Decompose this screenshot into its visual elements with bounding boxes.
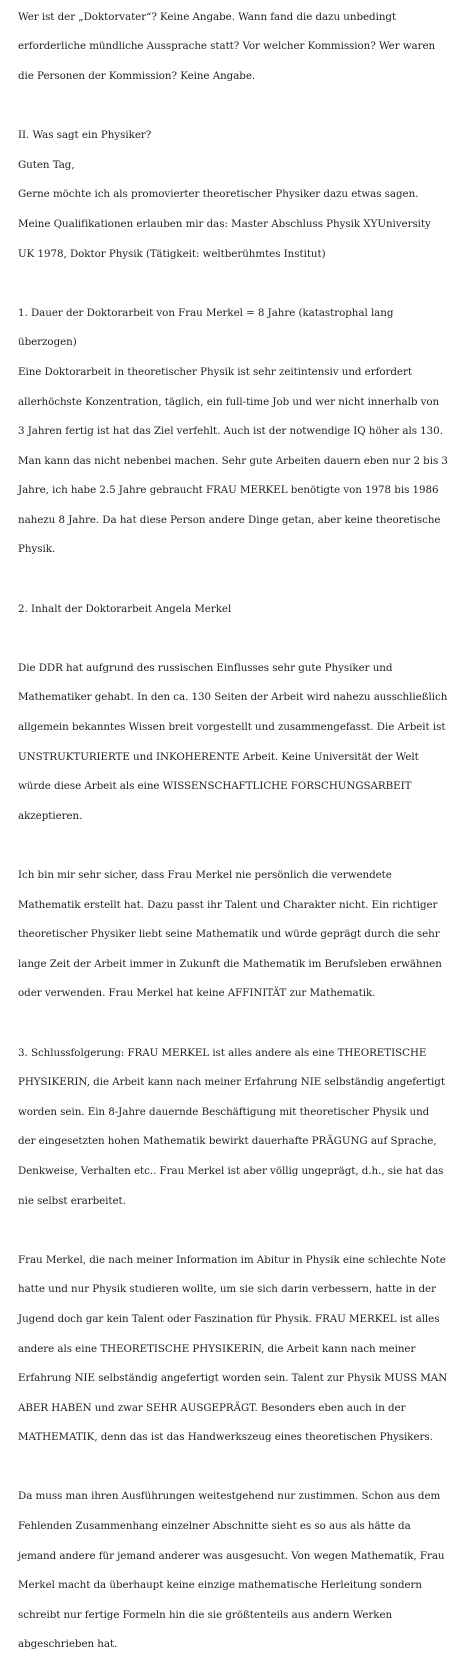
text-line: Wer ist der „Doktorvater“? Keine Angabe. Wann fand die dazu unbedingt <box>18 10 397 23</box>
text-line: Fehlenden Zusammenhang einzelner Abschnitte sieht es so aus als hätte da <box>18 1520 411 1533</box>
text-line: Gerne möchte ich als promovierter theoretischer Physiker dazu etwas sagen. <box>18 188 419 201</box>
text-line: der eingesetzten hohen Mathematik bewirkt dauerhafte PRÄGUNG auf Sprache, <box>18 1135 437 1148</box>
text-line: lange Zeit der Arbeit immer in Zukunft die Mathematik im Berufsleben erwähnen <box>18 957 442 970</box>
text-line: jemand andere für jemand anderer was ausgesucht. Von wegen Mathematik, Frau <box>18 1549 445 1562</box>
text-line: PHYSIKERIN, die Arbeit kann nach meiner Erfahrung NIE selbständig angefertigt <box>18 1076 445 1089</box>
text-line: Mathematiker gehabt. In den ca. 130 Seiten der Arbeit wird nahezu ausschließlich <box>18 691 448 704</box>
text-line: Physik. <box>18 543 56 556</box>
text-line: schreibt nur fertige Formeln hin die sie größtenteils aus andern Werken <box>18 1608 393 1621</box>
text-line: andere als eine THEORETISCHE PHYSIKERIN, die Arbeit kann nach meiner <box>18 1342 416 1355</box>
text-line: worden sein. Ein 8-Jahre dauernde Beschäftigung mit theoretischer Physik und <box>18 1105 430 1118</box>
text-line: Erfahrung NIE selbständig angefertigt worden sein. Talent zur Physik MUSS MAN <box>18 1372 448 1385</box>
text-line: Denkweise, Verhalten etc.. Frau Merkel ist aber völlig ungeprägt, d.h., sie hat das <box>18 1164 444 1177</box>
text-line: theoretischer Physiker liebt seine Mathematik und würde geprägt durch die sehr <box>18 928 440 941</box>
point-heading: 3. Schlussfolgerung: FRAU MERKEL ist alles andere als eine THEORETISCHE <box>18 1046 427 1059</box>
text-line: ABER HABEN und zwar SEHR AUSGEPRÄGT. Besonders eben auch in der <box>18 1401 406 1414</box>
text-line: Mathematik erstellt hat. Dazu passt ihr Talent und Charakter nicht. Ein richtiger <box>18 898 438 911</box>
text-line: Meine Qualifikationen erlauben mir das: Master Abschluss Physik XYUniversity <box>18 217 431 230</box>
text-line: würde diese Arbeit als eine WISSENSCHAFTLICHE FORSCHUNGSARBEIT <box>18 780 412 793</box>
text-line: nahezu 8 Jahre. Da hat diese Person andere Dinge getan, aber keine theoretische <box>18 513 441 526</box>
text-line: Eine Doktorarbeit in theoretischer Physik ist sehr zeitintensiv und erfordert <box>18 365 412 378</box>
text-line: 3 Jahren fertig ist hat das Ziel verfehlt. Auch ist der notwendige IQ höher als 130. <box>18 425 443 438</box>
text-line: Jugend doch gar kein Talent oder Faszination für Physik. FRAU MERKEL ist alles <box>18 1312 440 1325</box>
text-line: Man kann das nicht nebenbei machen. Sehr gute Arbeiten dauern eben nur 2 bis 3 <box>18 454 448 467</box>
paragraph-intro <box>18 0 458 99</box>
text-line: Ich bin mir sehr sicher, dass Frau Merkel nie persönlich die verwendete <box>18 869 392 882</box>
section-heading: II. Was sagt ein Physiker? <box>18 129 152 142</box>
text-line: Merkel macht da überhaupt keine einzige mathematische Herleitung sondern <box>18 1579 422 1592</box>
text-line: MATHEMATIK, denn das ist das Handwerkszeug eines theoretischen Physikers. <box>18 1431 433 1444</box>
paragraph-zustimmung <box>18 1475 458 1667</box>
text-line: allgemein bekanntes Wissen breit vorgestellt und zusammengefasst. Die Arbeit ist <box>18 721 446 734</box>
text-line: die Personen der Kommission? Keine Angabe. <box>18 69 256 82</box>
paragraph-abitur <box>18 1238 458 1460</box>
text-line: Frau Merkel, die nach meiner Information im Abitur in Physik eine schlechte Note <box>18 1253 446 1266</box>
text-line: erforderliche mündliche Aussprache statt? Vor welcher Kommission? Wer waren <box>18 40 436 53</box>
text-line: nie selbst erarbeitet. <box>18 1194 126 1207</box>
text-line: Guten Tag, <box>18 158 75 171</box>
paragraph-point-3 <box>18 1031 458 1223</box>
text-line: oder verwenden. Frau Merkel hat keine AFFINITÄT zur Mathematik. <box>18 987 376 1000</box>
text-line: allerhöchste Konzentration, täglich, ein full-time Job und wer nicht innerhalb von <box>18 395 440 408</box>
text-line: abgeschrieben hat. <box>18 1638 118 1651</box>
text-line: hatte und nur Physik studieren wollte, um sie sich darin verbessern, hatte in der <box>18 1283 436 1296</box>
point-heading: 2. Inhalt der Doktorarbeit Angela Merkel <box>18 602 232 615</box>
point-heading: 1. Dauer der Doktorarbeit von Frau Merkel = 8 Jahre (katastrophal lang <box>18 306 394 319</box>
text-line: Da muss man ihren Ausführungen weitestgehend nur zustimmen. Schon aus dem <box>18 1490 441 1503</box>
text-line: akzeptieren. <box>18 809 83 822</box>
paragraph-mathematik <box>18 853 458 1016</box>
text-line: Die DDR hat aufgrund des russischen Einflusses sehr gute Physiker und <box>18 661 393 674</box>
paragraph-point-2-header <box>18 587 458 631</box>
text-line: Jahre, ich habe 2.5 Jahre gebraucht FRAU MERKEL benötigte von 1978 bis 1986 <box>18 484 439 497</box>
paragraph-ddr <box>18 646 458 838</box>
paragraph-point-1 <box>18 291 458 572</box>
text-line: UNSTRUKTURIERTE und INKOHERENTE Arbeit. Keine Universität der Welt <box>18 750 419 763</box>
paragraph-section-2-header <box>18 113 458 276</box>
text-line: überzogen) <box>18 336 77 349</box>
text-line: UK 1978, Doktor Physik (Tätigkeit: weltberühmtes Institut) <box>18 247 326 260</box>
